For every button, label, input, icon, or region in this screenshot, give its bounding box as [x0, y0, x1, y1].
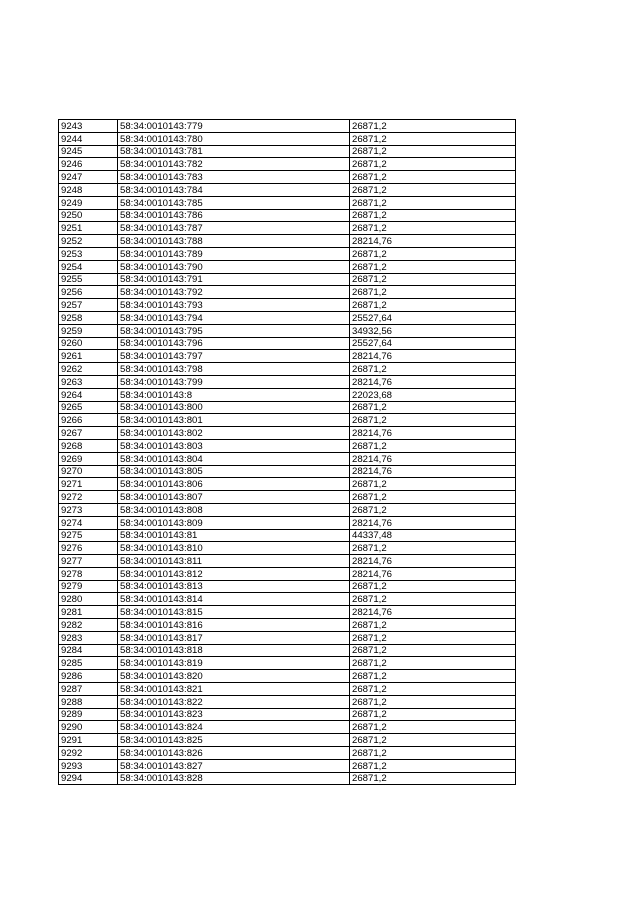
cadastral-number-cell: 58:34:0010143:803	[118, 439, 350, 452]
row-number-cell: 9292	[59, 747, 118, 760]
data-table	[58, 119, 516, 785]
table-row	[59, 452, 516, 465]
value-cell: 26871,2	[350, 670, 516, 683]
table-row	[59, 324, 516, 337]
cadastral-number-cell: 58:34:0010143:799	[118, 375, 350, 388]
row-number-cell: 9282	[59, 619, 118, 632]
table-row	[59, 183, 516, 196]
row-number-cell: 9290	[59, 721, 118, 734]
cadastral-number-cell: 58:34:0010143:810	[118, 542, 350, 555]
table-row	[59, 132, 516, 145]
cadastral-number-cell: 58:34:0010143:819	[118, 657, 350, 670]
table-row	[59, 388, 516, 401]
value-cell: 26871,2	[350, 120, 516, 133]
value-cell: 26871,2	[350, 657, 516, 670]
value-cell: 26871,2	[350, 209, 516, 222]
value-cell: 26871,2	[350, 747, 516, 760]
table-row	[59, 619, 516, 632]
row-number-cell: 9287	[59, 683, 118, 696]
row-number-cell: 9293	[59, 759, 118, 772]
value-cell: 26871,2	[350, 734, 516, 747]
value-cell: 26871,2	[350, 619, 516, 632]
table-row	[59, 260, 516, 273]
cadastral-number-cell: 58:34:0010143:811	[118, 555, 350, 568]
row-number-cell: 9268	[59, 439, 118, 452]
row-number-cell: 9280	[59, 593, 118, 606]
row-number-cell: 9289	[59, 708, 118, 721]
cadastral-number-cell: 58:34:0010143:815	[118, 606, 350, 619]
table-row	[59, 644, 516, 657]
row-number-cell: 9294	[59, 772, 118, 785]
cadastral-number-cell: 58:34:0010143:792	[118, 286, 350, 299]
row-number-cell: 9274	[59, 516, 118, 529]
value-cell: 26871,2	[350, 542, 516, 555]
row-number-cell: 9249	[59, 196, 118, 209]
value-cell: 28214,76	[350, 375, 516, 388]
row-number-cell: 9267	[59, 427, 118, 440]
cadastral-number-cell: 58:34:0010143:817	[118, 631, 350, 644]
table-row	[59, 401, 516, 414]
value-cell: 26871,2	[350, 759, 516, 772]
value-cell: 26871,2	[350, 695, 516, 708]
table-row	[59, 337, 516, 350]
cadastral-number-cell: 58:34:0010143:813	[118, 580, 350, 593]
cadastral-number-cell: 58:34:0010143:8	[118, 388, 350, 401]
value-cell: 26871,2	[350, 491, 516, 504]
cadastral-number-cell: 58:34:0010143:793	[118, 299, 350, 312]
row-number-cell: 9266	[59, 414, 118, 427]
cadastral-number-cell: 58:34:0010143:822	[118, 695, 350, 708]
row-number-cell: 9283	[59, 631, 118, 644]
row-number-cell: 9270	[59, 465, 118, 478]
value-cell: 26871,2	[350, 439, 516, 452]
cadastral-number-cell: 58:34:0010143:818	[118, 644, 350, 657]
value-cell: 26871,2	[350, 401, 516, 414]
value-cell: 26871,2	[350, 772, 516, 785]
table-row	[59, 491, 516, 504]
table-row	[59, 465, 516, 478]
row-number-cell: 9284	[59, 644, 118, 657]
cadastral-number-cell: 58:34:0010143:800	[118, 401, 350, 414]
value-cell: 26871,2	[350, 708, 516, 721]
table-row	[59, 503, 516, 516]
value-cell: 26871,2	[350, 286, 516, 299]
value-cell: 26871,2	[350, 414, 516, 427]
value-cell: 28214,76	[350, 452, 516, 465]
row-number-cell: 9262	[59, 363, 118, 376]
table-row	[59, 683, 516, 696]
table-row	[59, 171, 516, 184]
table-row	[59, 350, 516, 363]
value-cell: 26871,2	[350, 145, 516, 158]
table-row	[59, 273, 516, 286]
cadastral-number-cell: 58:34:0010143:825	[118, 734, 350, 747]
cadastral-number-cell: 58:34:0010143:781	[118, 145, 350, 158]
cadastral-number-cell: 58:34:0010143:782	[118, 158, 350, 171]
table-row	[59, 222, 516, 235]
cadastral-number-cell: 58:34:0010143:816	[118, 619, 350, 632]
table-row	[59, 375, 516, 388]
value-cell: 28214,76	[350, 350, 516, 363]
cadastral-number-cell: 58:34:0010143:786	[118, 209, 350, 222]
table-row	[59, 772, 516, 785]
row-number-cell: 9253	[59, 247, 118, 260]
row-number-cell: 9243	[59, 120, 118, 133]
value-cell: 28214,76	[350, 427, 516, 440]
value-cell: 28214,76	[350, 555, 516, 568]
value-cell: 26871,2	[350, 478, 516, 491]
value-cell: 26871,2	[350, 299, 516, 312]
row-number-cell: 9278	[59, 567, 118, 580]
value-cell: 28214,76	[350, 465, 516, 478]
table-row	[59, 299, 516, 312]
cadastral-number-cell: 58:34:0010143:814	[118, 593, 350, 606]
row-number-cell: 9271	[59, 478, 118, 491]
value-cell: 26871,2	[350, 631, 516, 644]
table-row	[59, 209, 516, 222]
cadastral-number-cell: 58:34:0010143:783	[118, 171, 350, 184]
table-row	[59, 670, 516, 683]
row-number-cell: 9251	[59, 222, 118, 235]
value-cell: 26871,2	[350, 183, 516, 196]
value-cell: 26871,2	[350, 363, 516, 376]
value-cell: 26871,2	[350, 644, 516, 657]
table-row	[59, 747, 516, 760]
row-number-cell: 9246	[59, 158, 118, 171]
table-row	[59, 657, 516, 670]
table-row	[59, 516, 516, 529]
row-number-cell: 9261	[59, 350, 118, 363]
cadastral-number-cell: 58:34:0010143:780	[118, 132, 350, 145]
cadastral-number-cell: 58:34:0010143:826	[118, 747, 350, 760]
row-number-cell: 9256	[59, 286, 118, 299]
row-number-cell: 9248	[59, 183, 118, 196]
table-row	[59, 427, 516, 440]
row-number-cell: 9277	[59, 555, 118, 568]
cadastral-number-cell: 58:34:0010143:790	[118, 260, 350, 273]
row-number-cell: 9285	[59, 657, 118, 670]
table-row	[59, 196, 516, 209]
cadastral-number-cell: 58:34:0010143:827	[118, 759, 350, 772]
row-number-cell: 9252	[59, 235, 118, 248]
row-number-cell: 9276	[59, 542, 118, 555]
table-row	[59, 708, 516, 721]
table-row	[59, 120, 516, 133]
cadastral-number-cell: 58:34:0010143:794	[118, 311, 350, 324]
table-row	[59, 734, 516, 747]
cadastral-number-cell: 58:34:0010143:802	[118, 427, 350, 440]
row-number-cell: 9258	[59, 311, 118, 324]
row-number-cell: 9291	[59, 734, 118, 747]
cadastral-number-cell: 58:34:0010143:784	[118, 183, 350, 196]
cadastral-number-cell: 58:34:0010143:788	[118, 235, 350, 248]
cadastral-number-cell: 58:34:0010143:823	[118, 708, 350, 721]
value-cell: 26871,2	[350, 222, 516, 235]
value-cell: 26871,2	[350, 171, 516, 184]
value-cell: 26871,2	[350, 273, 516, 286]
value-cell: 28214,76	[350, 516, 516, 529]
row-number-cell: 9247	[59, 171, 118, 184]
value-cell: 25527,64	[350, 337, 516, 350]
table-row	[59, 414, 516, 427]
table-row	[59, 580, 516, 593]
row-number-cell: 9257	[59, 299, 118, 312]
value-cell: 26871,2	[350, 158, 516, 171]
cadastral-number-cell: 58:34:0010143:804	[118, 452, 350, 465]
row-number-cell: 9250	[59, 209, 118, 222]
cadastral-number-cell: 58:34:0010143:821	[118, 683, 350, 696]
table-row	[59, 567, 516, 580]
row-number-cell: 9275	[59, 529, 118, 542]
cadastral-number-cell: 58:34:0010143:809	[118, 516, 350, 529]
table-row	[59, 286, 516, 299]
table-row	[59, 759, 516, 772]
row-number-cell: 9244	[59, 132, 118, 145]
row-number-cell: 9279	[59, 580, 118, 593]
row-number-cell: 9272	[59, 491, 118, 504]
value-cell: 26871,2	[350, 580, 516, 593]
cadastral-number-cell: 58:34:0010143:801	[118, 414, 350, 427]
cadastral-number-cell: 58:34:0010143:820	[118, 670, 350, 683]
table-row	[59, 363, 516, 376]
value-cell: 22023,68	[350, 388, 516, 401]
row-number-cell: 9281	[59, 606, 118, 619]
row-number-cell: 9269	[59, 452, 118, 465]
cadastral-number-cell: 58:34:0010143:791	[118, 273, 350, 286]
row-number-cell: 9255	[59, 273, 118, 286]
cadastral-number-cell: 58:34:0010143:795	[118, 324, 350, 337]
cadastral-number-cell: 58:34:0010143:807	[118, 491, 350, 504]
cadastral-number-cell: 58:34:0010143:806	[118, 478, 350, 491]
value-cell: 28214,76	[350, 606, 516, 619]
value-cell: 28214,76	[350, 235, 516, 248]
cadastral-number-cell: 58:34:0010143:808	[118, 503, 350, 516]
table-row	[59, 542, 516, 555]
value-cell: 34932,56	[350, 324, 516, 337]
table-row	[59, 529, 516, 542]
cadastral-number-cell: 58:34:0010143:785	[118, 196, 350, 209]
table-row	[59, 311, 516, 324]
row-number-cell: 9260	[59, 337, 118, 350]
value-cell: 26871,2	[350, 196, 516, 209]
cadastral-number-cell: 58:34:0010143:824	[118, 721, 350, 734]
row-number-cell: 9259	[59, 324, 118, 337]
row-number-cell: 9254	[59, 260, 118, 273]
table-row	[59, 695, 516, 708]
row-number-cell: 9245	[59, 145, 118, 158]
cadastral-number-cell: 58:34:0010143:779	[118, 120, 350, 133]
value-cell: 25527,64	[350, 311, 516, 324]
value-cell: 44337,48	[350, 529, 516, 542]
row-number-cell: 9263	[59, 375, 118, 388]
cadastral-number-cell: 58:34:0010143:787	[118, 222, 350, 235]
row-number-cell: 9288	[59, 695, 118, 708]
cadastral-number-cell: 58:34:0010143:805	[118, 465, 350, 478]
table-row	[59, 555, 516, 568]
row-number-cell: 9264	[59, 388, 118, 401]
table-body	[59, 120, 516, 785]
table-row	[59, 439, 516, 452]
value-cell: 26871,2	[350, 593, 516, 606]
cadastral-number-cell: 58:34:0010143:812	[118, 567, 350, 580]
table-row	[59, 145, 516, 158]
row-number-cell: 9265	[59, 401, 118, 414]
value-cell: 26871,2	[350, 683, 516, 696]
cadastral-number-cell: 58:34:0010143:798	[118, 363, 350, 376]
cadastral-number-cell: 58:34:0010143:797	[118, 350, 350, 363]
value-cell: 26871,2	[350, 503, 516, 516]
value-cell: 28214,76	[350, 567, 516, 580]
cadastral-number-cell: 58:34:0010143:796	[118, 337, 350, 350]
row-number-cell: 9273	[59, 503, 118, 516]
table-row	[59, 247, 516, 260]
value-cell: 26871,2	[350, 721, 516, 734]
table-row	[59, 631, 516, 644]
cadastral-number-cell: 58:34:0010143:81	[118, 529, 350, 542]
value-cell: 26871,2	[350, 260, 516, 273]
cadastral-number-cell: 58:34:0010143:828	[118, 772, 350, 785]
table-row	[59, 158, 516, 171]
row-number-cell: 9286	[59, 670, 118, 683]
value-cell: 26871,2	[350, 247, 516, 260]
value-cell: 26871,2	[350, 132, 516, 145]
cadastral-number-cell: 58:34:0010143:789	[118, 247, 350, 260]
table-row	[59, 235, 516, 248]
table-row	[59, 606, 516, 619]
table-row	[59, 478, 516, 491]
table-row	[59, 593, 516, 606]
table-row	[59, 721, 516, 734]
